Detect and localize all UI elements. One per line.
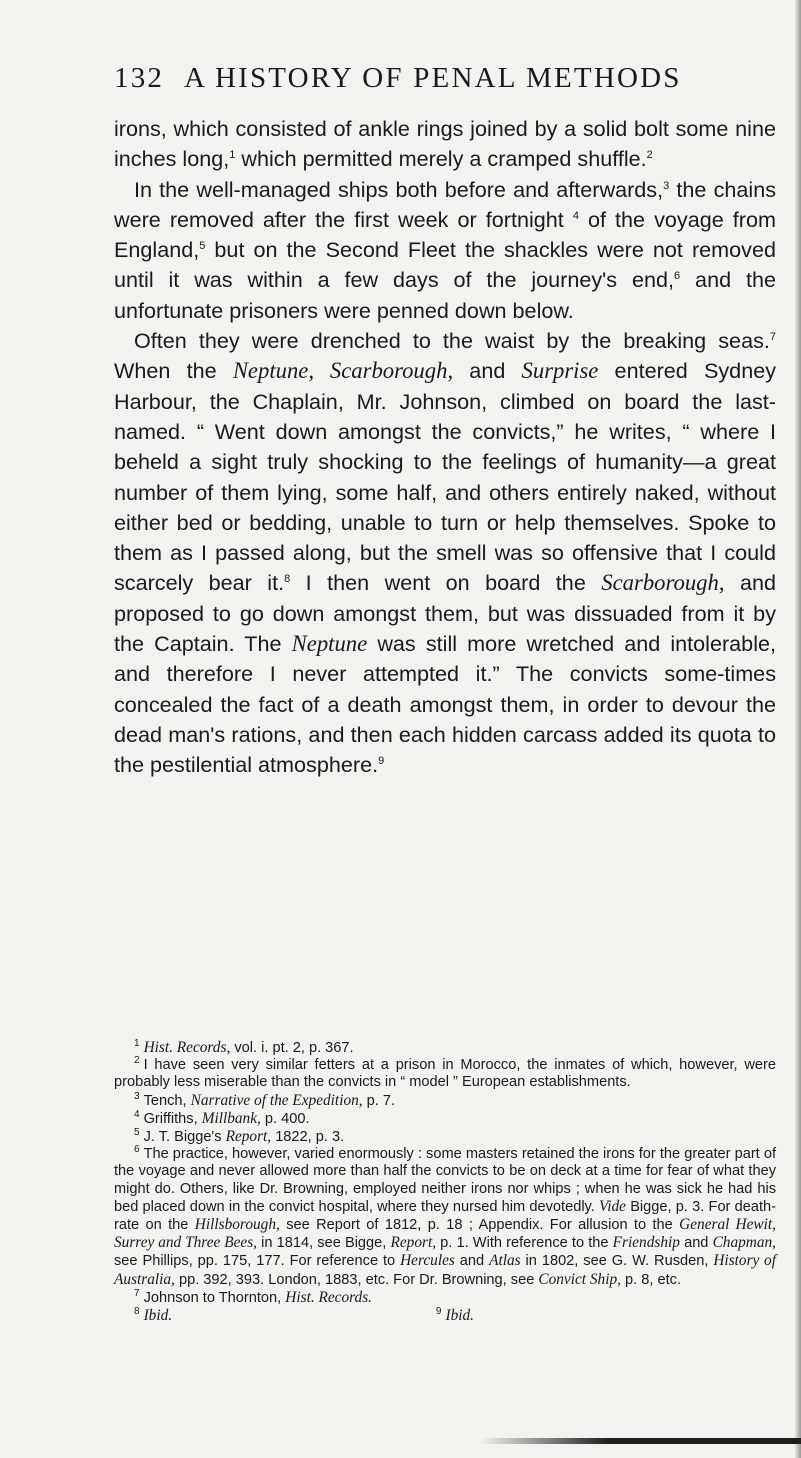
text-run: J. T. Bigge's [143,1129,226,1146]
text-run: Johnson to Thornton, [143,1289,286,1306]
footnote-number: 5 [134,1127,140,1139]
text-run: Bigge, p. 3. For death-rate on the [114,1198,776,1234]
text-run: p. 7. [362,1092,396,1109]
text-run: 1822, p. 3. [271,1129,345,1146]
main-text [114,114,776,781]
footnote-7 [114,1289,776,1307]
footnote-number: 7 [134,1287,140,1299]
text-run: and [453,358,522,384]
page-bottom-shadow [480,1438,801,1444]
footnote-3 [114,1092,776,1110]
footnote-ref: 4 [572,209,579,222]
footnote-2 [114,1057,776,1091]
footnote-ref: 6 [674,270,681,283]
text-run: in 1814, see Bigge, [257,1235,391,1252]
footnote-1 [114,1039,776,1057]
footnote-number: 1 [134,1038,140,1050]
citation-title: History of Australia, [114,1252,776,1288]
text-run: but on the Second Fleet the shackles were not removed until it was within a few days of the journey's end, [114,237,776,293]
footnote-ref: 7 [769,330,776,343]
page-edge-shadow [795,0,801,1458]
footnotes-8-9 [114,1307,474,1325]
page-number: 132 [114,62,165,94]
text-run: was still more wretched and intolerable, and therefore I never attempted it.” The convicts some-times concealed the fact of a death amongst them, in order to devour the dead man's rations, and then each hidden carcass added its quota to the pestilential atmosphere. [114,631,777,778]
footnote-ref: 9 [378,755,385,768]
footnote-number: 3 [134,1090,140,1102]
text-run: In the well-managed ships both before and afterwards, [134,176,664,202]
paragraph-2 [114,175,776,326]
ship-name: Hercules [400,1252,455,1270]
citation-title: Ibid. [445,1307,474,1325]
ship-name: Friendship [612,1234,680,1252]
citation-title: Report, [225,1128,272,1146]
ship-name: Atlas [489,1252,521,1270]
citation-title: Convict Ship, [538,1270,621,1288]
ship-name: Surprise [521,358,599,384]
text-run: pp. 392, 393. London, 1883, etc. For Dr. Browning, see [174,1271,539,1288]
footnote-number: 2 [134,1055,140,1067]
text-run: p. 400. [260,1110,310,1127]
paragraph-1 [114,114,776,175]
text-run: I have seen very similar fetters at a prison in Morocco, the inmates of which, however, were probably less miserable than the convicts in “ model ” European establishments. [114,1057,776,1091]
footnote-number: 4 [134,1108,140,1120]
text-run: vol. i. pt. 2, p. 367. [230,1040,354,1056]
text-run: and the unfortunate prisoners were penned down below. [114,267,776,323]
text-run: and [454,1253,490,1270]
citation-title: Report, [390,1234,437,1252]
text-run: which permitted merely a cramped shuffle. [235,146,647,172]
ship-name: General Hewit, Surrey and Three Bees, [114,1216,776,1252]
text-run: Griffiths, [143,1110,202,1127]
running-header [114,62,774,95]
footnote-number: 8 [134,1306,140,1318]
footnote-number: 6 [134,1144,140,1156]
footnote-6 [114,1146,776,1289]
ship-name: Neptune, Scarborough, [232,358,454,384]
text-run: Often they were drenched to the waist by the breaking seas. [134,328,770,354]
text-run: p. 1. With reference to the [436,1235,613,1252]
citation-title: Hist. Records. [285,1288,372,1306]
citation-title: Hist. Records, [143,1039,231,1056]
text-run: entered Sydney Harbour, the Chaplain, Mr. Johnson, climbed on board the last-named. “ Went down amongst the convicts,” he writes, “ where I beheld a sight truly shocking to the feelings of humanity—a great number of them lying, some half, and others entirely naked, without either bed or bedding, unable to turn or help themselves. Spoke to them as I passed along, but the smell was so offensive that I could scarcely bear it. [114,358,777,596]
footnote-number: 9 [435,1306,442,1318]
text-run: of the voyage from England, [114,206,776,263]
citation-title: Narrative of the Expedition, [190,1091,363,1109]
footnote-8 [114,1307,172,1325]
citation-title: Vide [599,1197,626,1215]
text-run: irons, which consisted of ankle rings joined by a solid bolt some nine inches long, [114,116,776,172]
citation-title: Millbank, [201,1109,261,1127]
footnote-9 [416,1307,474,1325]
text-run: see Phillips, pp. 175, 177. For reference to [114,1253,401,1270]
footnote-4 [114,1110,776,1128]
footnote-ref: 3 [663,179,670,192]
text-run: Tench, [143,1092,191,1109]
footnote-5 [114,1128,776,1146]
ship-name: Hillsborough, [194,1216,280,1234]
text-run: When the [114,358,233,384]
footnotes [114,1039,776,1325]
footnote-ref: 5 [199,240,206,252]
text-run: see Report of 1812, p. 18 ; Appendix. For allusion to the [279,1217,680,1234]
text-run: and [679,1235,713,1252]
citation-title: Ibid. [143,1307,173,1325]
footnote-ref: 8 [284,573,291,586]
paragraph-3 [114,326,776,780]
ship-name: Chapman, [712,1234,777,1252]
text-run: I then went on board the [290,570,602,596]
text-run: the chains were removed after the first week or fortnight [114,176,776,232]
text-run: p. 8, etc. [620,1271,681,1288]
text-run: in 1802, see G. W. Rusden, [520,1253,714,1270]
footnote-ref: 2 [646,149,653,162]
ship-name: Neptune [291,631,368,657]
ship-name: Scarborough, [601,570,725,596]
text-run: and proposed to go down amongst them, but was dissuaded from it by the Captain. The [114,570,776,657]
running-title: A HISTORY OF PENAL METHODS [183,62,682,94]
footnote-ref: 1 [229,149,236,162]
text-run: The practice, however, varied enormously : some masters retained the irons for the greater part of the voyage and never allowed more than half the convicts to be on deck at a time for fear of what they might do. Others, like Dr. Browning, employed neither irons nor whips ; when he was sick he had his bed placed down in the convict hospital, where they nursed him devotedly. [114,1146,776,1215]
